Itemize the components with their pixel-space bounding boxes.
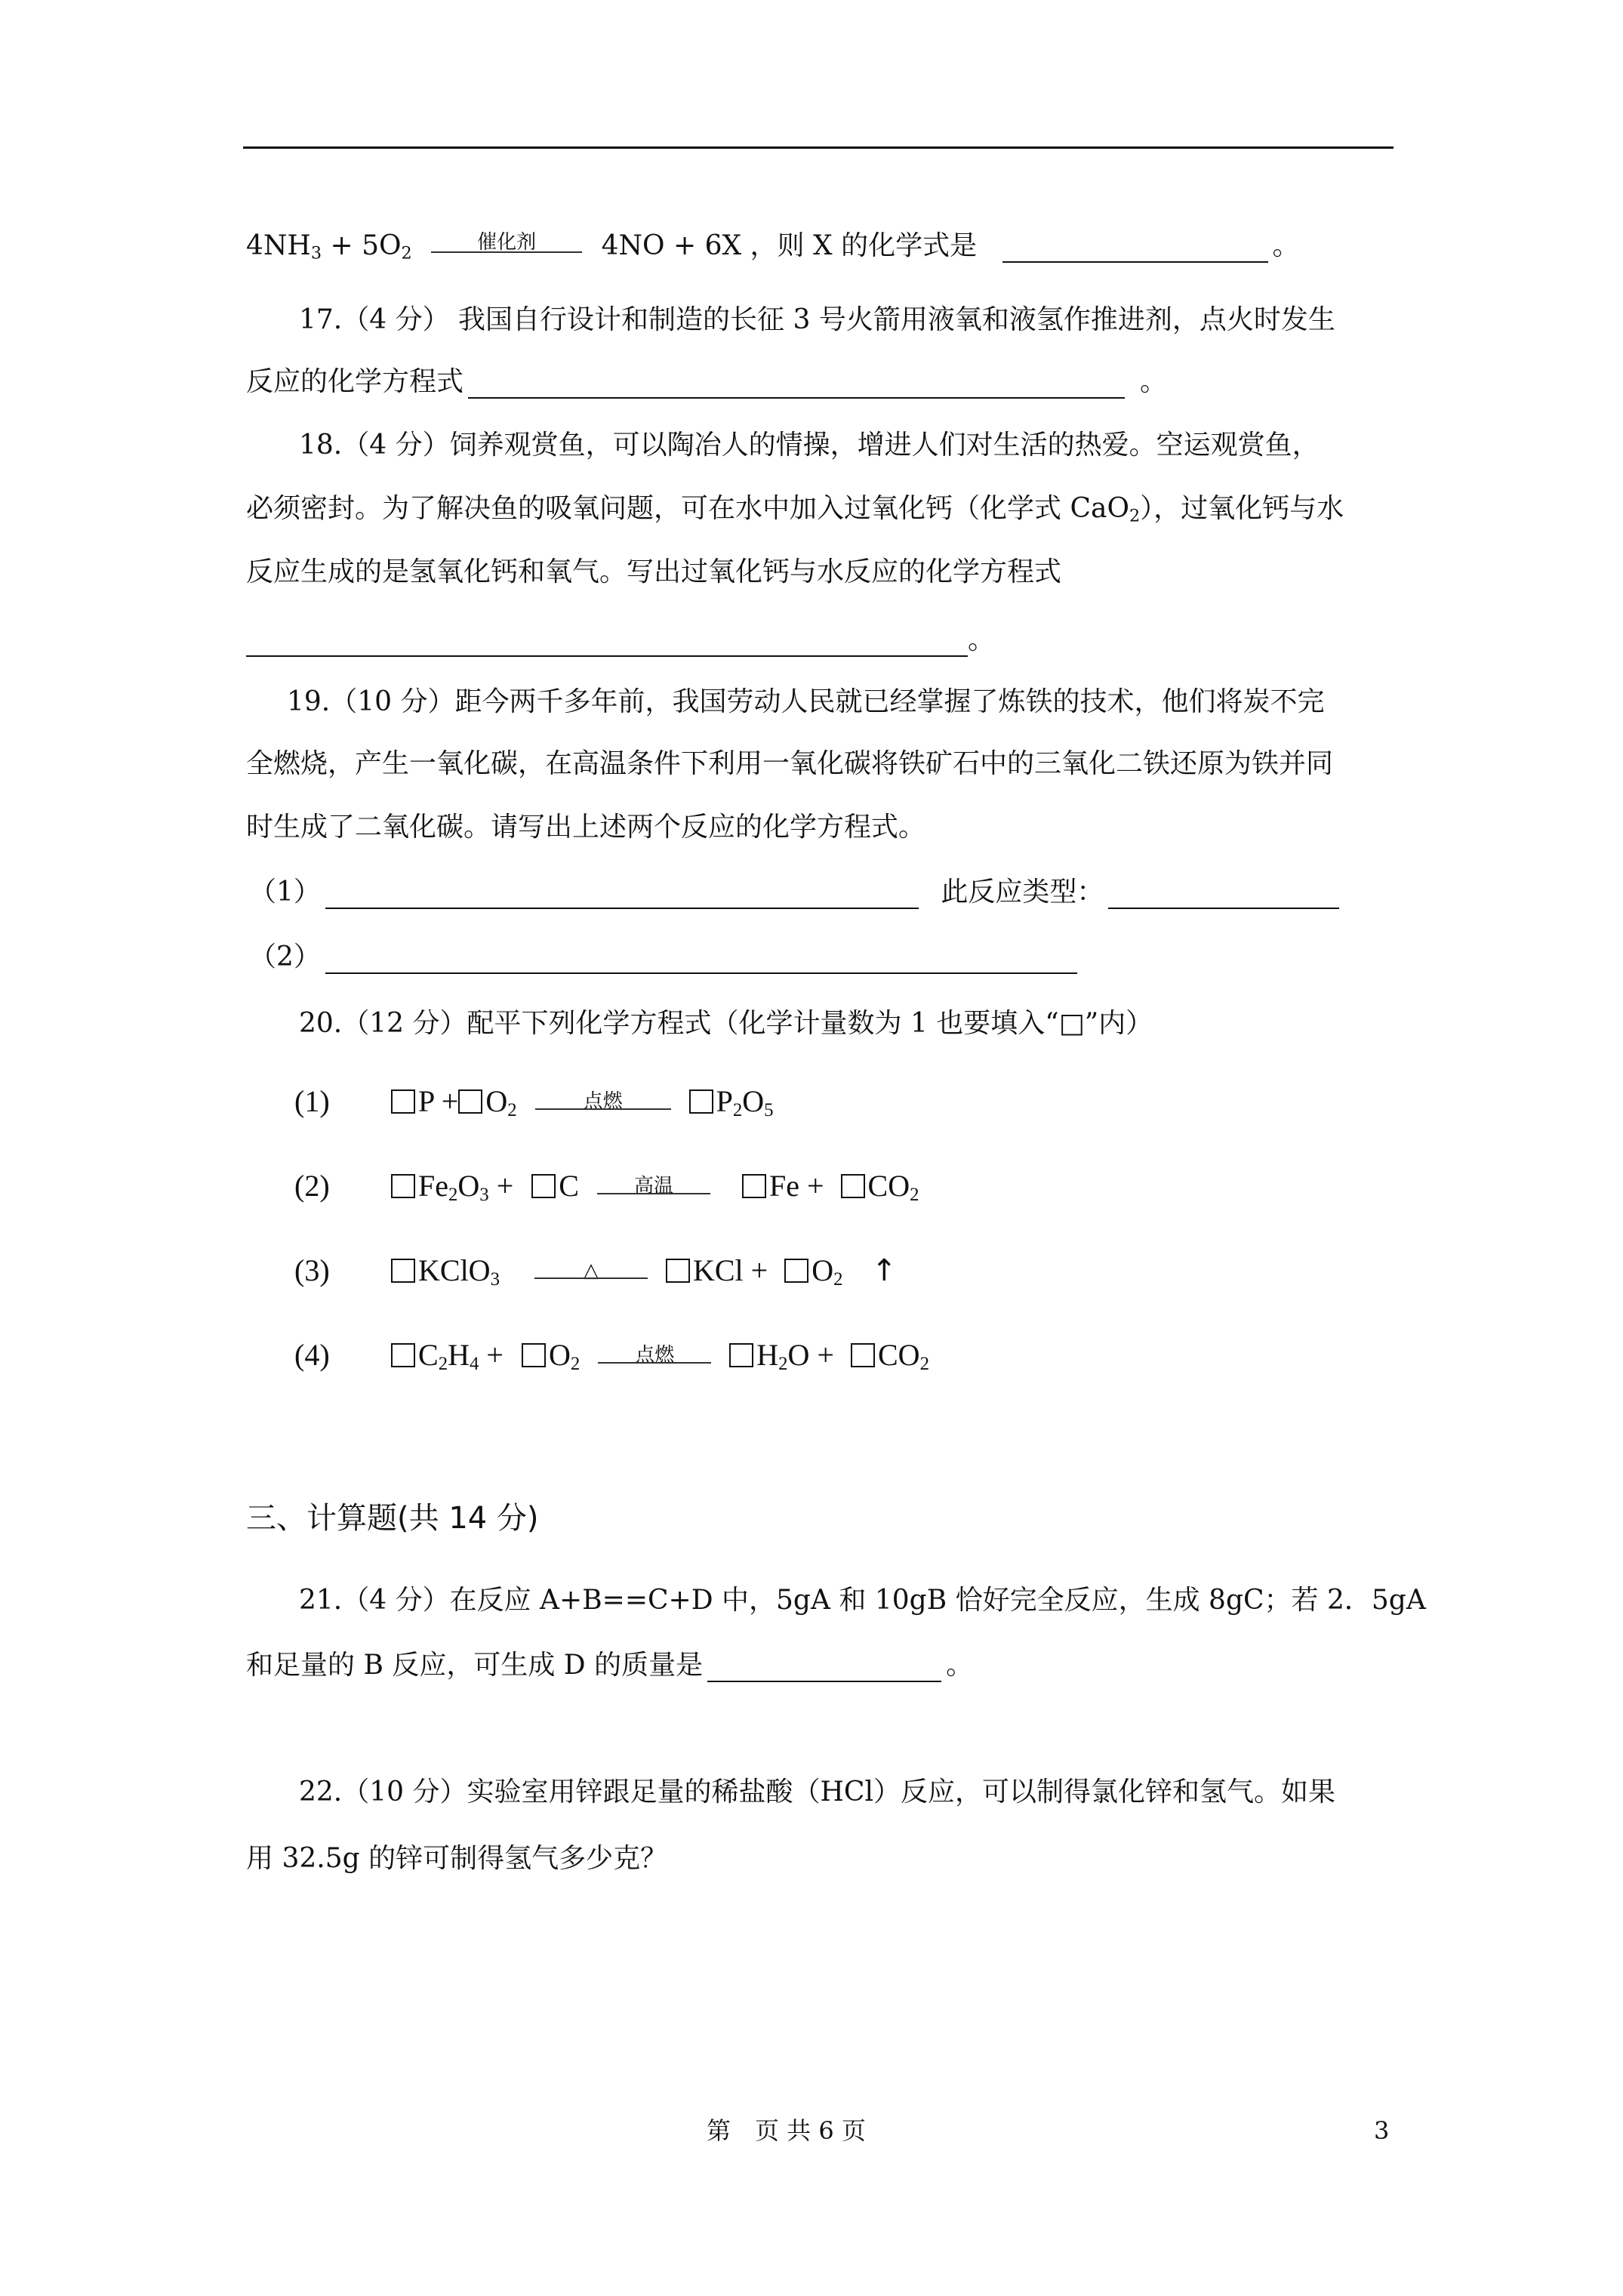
coefficient-box[interactable] <box>458 1089 482 1114</box>
q22-line-1: 22.（10 分）实验室用锌跟足量的稀盐酸（HCl）反应，可以制得氯化锌和氢气。如果 <box>299 1777 1335 1808</box>
q20-equation-1 <box>294 1083 774 1120</box>
q19-answer-2 <box>249 941 1082 974</box>
formula-sub: 2 <box>833 1269 843 1290</box>
q16-sub: 3 <box>310 243 322 264</box>
q17-line-2 <box>246 365 1167 399</box>
coefficient-box[interactable] <box>729 1343 753 1367</box>
q21-line-2 <box>246 1649 973 1682</box>
formula: O <box>485 1084 508 1118</box>
formula: P <box>716 1084 733 1118</box>
heat-symbol: △ <box>583 1259 599 1282</box>
coefficient-box[interactable] <box>851 1343 875 1367</box>
formula: Fe <box>418 1169 448 1203</box>
equation-number: (2) <box>294 1169 330 1203</box>
q22-line-2: 用 32.5g 的锌可制得氢气多少克？ <box>246 1843 668 1874</box>
q18-line-3: 反应生成的是氢氧化钙和氧气。写出过氧化钙与水反应的化学方程式 <box>246 556 1062 587</box>
q18-text: 必须密封。为了解决鱼的吸氧问题，可在水中加入过氧化钙（化学式 CaO <box>246 493 1129 524</box>
coefficient-box[interactable] <box>742 1174 766 1198</box>
reaction-type-label: 此反应类型： <box>941 877 1104 908</box>
formula: O <box>742 1084 765 1118</box>
formula-sub: 2 <box>919 1354 929 1375</box>
q19-line-2: 全燃烧，产生一氧化碳，在高温条件下利用一氧化碳将铁矿石中的三氧化二铁还原为铁并同 <box>246 748 1334 779</box>
q18-sub: 2 <box>1129 506 1141 526</box>
formula: C <box>418 1338 439 1372</box>
formula: O <box>812 1253 834 1287</box>
header-rule <box>243 146 1394 149</box>
coefficient-box[interactable] <box>666 1259 690 1283</box>
q21-line-1: 21.（4 分）在反应 A+B==C+D 中，5gA 和 10gB 恰好完全反应，生成 8gC；若 2．5gA <box>299 1585 1426 1616</box>
page-footer: 第 页 共 6 页 <box>707 2116 866 2145</box>
formula-sub: 2 <box>778 1354 788 1375</box>
formula: H <box>448 1338 470 1372</box>
coefficient-box[interactable] <box>391 1089 415 1114</box>
reaction-arrow <box>597 1176 710 1202</box>
coefficient-box[interactable] <box>689 1089 713 1114</box>
q16-text: + 5O <box>330 230 402 261</box>
formula-sub: 2 <box>732 1100 743 1121</box>
answer-blank[interactable] <box>1002 239 1268 263</box>
q17-text: 反应的化学方程式 <box>246 366 464 397</box>
q18-line-1: 18.（4 分）饲养观赏鱼，可以陶冶人的情操，增进人们对生活的热爱。空运观赏鱼， <box>299 430 1320 461</box>
q18-end: 。 <box>968 624 996 655</box>
q17-line-1: 17.（4 分） 我国自行设计和制造的长征 3 号火箭用液氧和液氢作推进剂，点火时发生 <box>299 304 1335 335</box>
q20-equation-3 <box>294 1252 897 1290</box>
formula: P + <box>418 1084 459 1118</box>
q20-intro: 20.（12 分）配平下列化学方程式（化学计量数为 1 也要填入“□”内） <box>299 1008 1153 1039</box>
formula-sub: 3 <box>479 1185 489 1206</box>
q19-label: （2） <box>249 942 321 972</box>
reaction-condition: 点燃 <box>583 1089 623 1113</box>
equation-number: (1) <box>294 1084 330 1118</box>
coefficient-box[interactable] <box>841 1174 865 1198</box>
formula: O <box>457 1169 480 1203</box>
reaction-arrow <box>431 231 582 260</box>
q16-text: 4NO + 6X ，则 X 的化学式是 <box>601 230 978 261</box>
reaction-arrow <box>534 1261 648 1287</box>
q18-answer-line <box>246 624 995 657</box>
formula: + <box>479 1338 504 1372</box>
formula-sub: 5 <box>764 1100 774 1121</box>
coefficient-box[interactable] <box>522 1343 546 1367</box>
q16-sub: 2 <box>401 243 412 264</box>
reaction-arrow <box>535 1089 671 1117</box>
formula-sub: 4 <box>469 1354 479 1375</box>
answer-blank[interactable] <box>325 885 919 909</box>
formula: H <box>756 1338 779 1372</box>
formula: + <box>488 1169 514 1203</box>
q19-answer-1 <box>249 876 1344 909</box>
q19-line-3: 时生成了二氧化碳。请写出上述两个反应的化学方程式。 <box>246 812 926 843</box>
reaction-condition: 催化剂 <box>477 231 537 254</box>
gas-arrow-up-icon: ↑ <box>871 1253 898 1288</box>
formula: KCl + <box>692 1253 768 1287</box>
page-number: 3 <box>1374 2116 1390 2145</box>
q19-label: （1） <box>249 877 321 908</box>
formula: O <box>548 1338 571 1372</box>
formula-sub: 2 <box>507 1100 517 1121</box>
formula-sub: 2 <box>448 1185 458 1206</box>
equation-number: (4) <box>294 1338 330 1372</box>
coefficient-box[interactable] <box>784 1259 808 1283</box>
q20-equation-2 <box>294 1167 919 1205</box>
formula: KClO <box>418 1253 491 1287</box>
answer-blank[interactable] <box>707 1658 941 1682</box>
formula-sub: 3 <box>490 1269 500 1290</box>
q16-text: 4NH <box>246 230 311 261</box>
section-heading: 三、计算题(共 14 分) <box>246 1501 539 1536</box>
q21-end: 。 <box>946 1650 974 1681</box>
q19-line-1: 19.（10 分）距今两千多年前，我国劳动人民就已经掌握了炼铁的技术，他们将炭不完 <box>287 686 1325 717</box>
q17-end: 。 <box>1140 366 1168 397</box>
coefficient-box[interactable] <box>391 1343 415 1367</box>
formula-sub: 2 <box>910 1185 919 1206</box>
formula: CO <box>878 1338 920 1372</box>
coefficient-box[interactable] <box>391 1259 415 1283</box>
formula: O + <box>787 1338 834 1372</box>
reaction-condition: 高温 <box>633 1174 673 1197</box>
q20-equation-4 <box>294 1336 929 1374</box>
q18-text: ），过氧化钙与水 <box>1140 493 1344 524</box>
formula-sub: 2 <box>438 1354 448 1375</box>
coefficient-box[interactable] <box>531 1174 556 1198</box>
formula-sub: 2 <box>570 1354 581 1375</box>
answer-blank[interactable] <box>246 633 968 657</box>
q21-text: 和足量的 B 反应，可生成 D 的质量是 <box>246 1650 704 1681</box>
coefficient-box[interactable] <box>391 1174 415 1198</box>
formula: CO <box>867 1169 910 1203</box>
q16-end: 。 <box>1272 230 1300 261</box>
reaction-condition: 点燃 <box>635 1343 675 1367</box>
q18-line-2 <box>246 492 1344 525</box>
answer-blank[interactable] <box>325 950 1077 974</box>
formula: Fe + <box>768 1169 824 1203</box>
equation-number: (3) <box>294 1253 330 1287</box>
answer-blank[interactable] <box>468 374 1125 399</box>
q16-equation-line <box>246 230 1300 263</box>
reaction-type-blank[interactable] <box>1108 885 1339 909</box>
formula: C <box>559 1169 579 1203</box>
reaction-arrow <box>598 1345 711 1371</box>
